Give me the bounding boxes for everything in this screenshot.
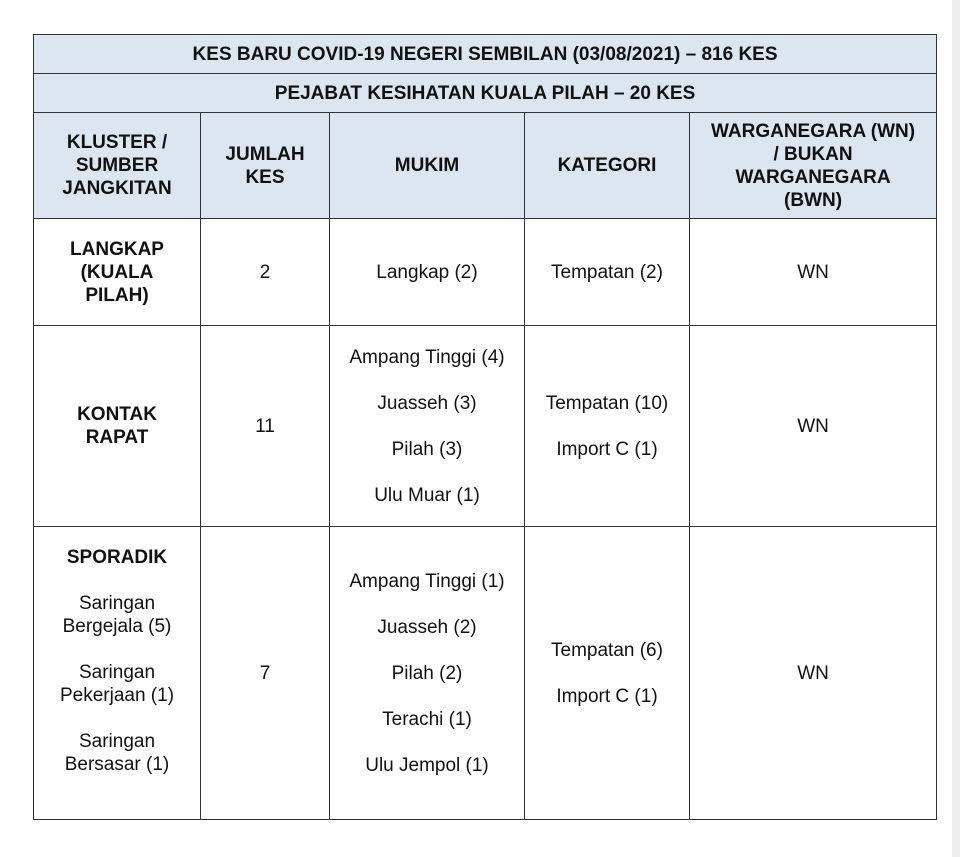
header-kluster-line: SUMBER	[75, 155, 159, 176]
column-header-row	[34, 113, 937, 219]
jumlah-cell: 7	[201, 527, 330, 820]
mukim-item: Ampang Tinggi (1)	[349, 570, 505, 592]
kluster-sub-line: Bersasar (1)	[64, 754, 170, 775]
kategori-item: Tempatan (10)	[545, 392, 669, 414]
mukim-item: Ampang Tinggi (4)	[349, 346, 505, 368]
warganegara-cell: WN	[690, 219, 937, 326]
header-warganegara-line: (BWN)	[784, 189, 843, 211]
title-row	[34, 35, 937, 74]
kategori-cell	[525, 527, 690, 820]
table-subtitle: PEJABAT KESIHATAN KUALA PILAH – 20 KES	[34, 74, 937, 113]
jumlah-cell: 11	[201, 326, 330, 527]
kluster-line: LANGKAP	[70, 238, 164, 260]
kluster-cell	[34, 326, 201, 527]
jumlah-cell: 2	[201, 219, 330, 326]
header-warganegara	[690, 113, 937, 219]
kluster-sub-line: Saringan	[78, 731, 156, 752]
mukim-item: Pilah (3)	[391, 438, 463, 460]
header-jumlah	[201, 113, 330, 219]
kluster-sub-line: Bergejala (5)	[62, 616, 172, 637]
kluster-sub-item	[60, 661, 174, 707]
mukim-item: Juasseh (2)	[377, 616, 477, 638]
kluster-line: (KUALA	[80, 261, 154, 283]
mukim-item: Langkap (2)	[376, 261, 478, 283]
mukim-item: Terachi (1)	[382, 708, 472, 730]
kategori-cell	[525, 219, 690, 326]
table-row	[34, 527, 937, 820]
kluster-sub-line: Pekerjaan (1)	[59, 685, 175, 706]
header-jumlah-line: KES	[245, 166, 285, 188]
header-kategori: KATEGORI	[525, 113, 690, 219]
warganegara-cell: WN	[690, 527, 937, 820]
header-kluster-line: JANGKITAN	[62, 178, 172, 199]
table-title: KES BARU COVID-19 NEGERI SEMBILAN (03/08/2021) – 816 KES	[34, 35, 937, 74]
kluster-cell	[34, 527, 201, 820]
kategori-cell	[525, 326, 690, 527]
kluster-sub-line: Saringan	[78, 662, 156, 683]
header-warganegara-line: / BUKAN	[773, 143, 853, 165]
warganegara-cell: WN	[690, 326, 937, 527]
kategori-item: Tempatan (6)	[551, 639, 663, 661]
mukim-item: Ulu Jempol (1)	[365, 754, 489, 776]
kluster-line: KONTAK	[77, 404, 157, 425]
kluster-line: RAPAT	[85, 427, 149, 448]
kluster-line: PILAH)	[85, 284, 149, 306]
kluster-sub-line: Saringan	[78, 593, 156, 614]
kluster-cell	[34, 219, 201, 326]
table-row	[34, 326, 937, 527]
kluster-title: SPORADIK	[66, 547, 168, 568]
header-warganegara-line: WARGANEGARA	[735, 166, 891, 188]
mukim-cell	[330, 326, 525, 527]
mukim-item: Ulu Muar (1)	[374, 484, 480, 506]
mukim-cell	[330, 527, 525, 820]
covid-cases-table	[33, 34, 937, 820]
mukim-item: Pilah (2)	[391, 662, 463, 684]
kluster-sub-item	[63, 592, 172, 638]
header-kluster-line: KLUSTER /	[66, 132, 168, 153]
mukim-cell	[330, 219, 525, 326]
header-jumlah-line: JUMLAH	[225, 143, 305, 165]
subtitle-row	[34, 74, 937, 113]
kluster-sub-item	[65, 730, 170, 776]
mukim-item: Juasseh (3)	[377, 392, 477, 414]
table-row	[34, 219, 937, 326]
kategori-item: Import C (1)	[556, 438, 658, 460]
page-edge	[952, 0, 960, 857]
header-warganegara-line: WARGANEGARA (WN)	[711, 120, 916, 142]
header-mukim: MUKIM	[330, 113, 525, 219]
kategori-item: Tempatan (2)	[551, 261, 663, 283]
kategori-item: Import C (1)	[556, 685, 658, 707]
header-kluster	[34, 113, 201, 219]
